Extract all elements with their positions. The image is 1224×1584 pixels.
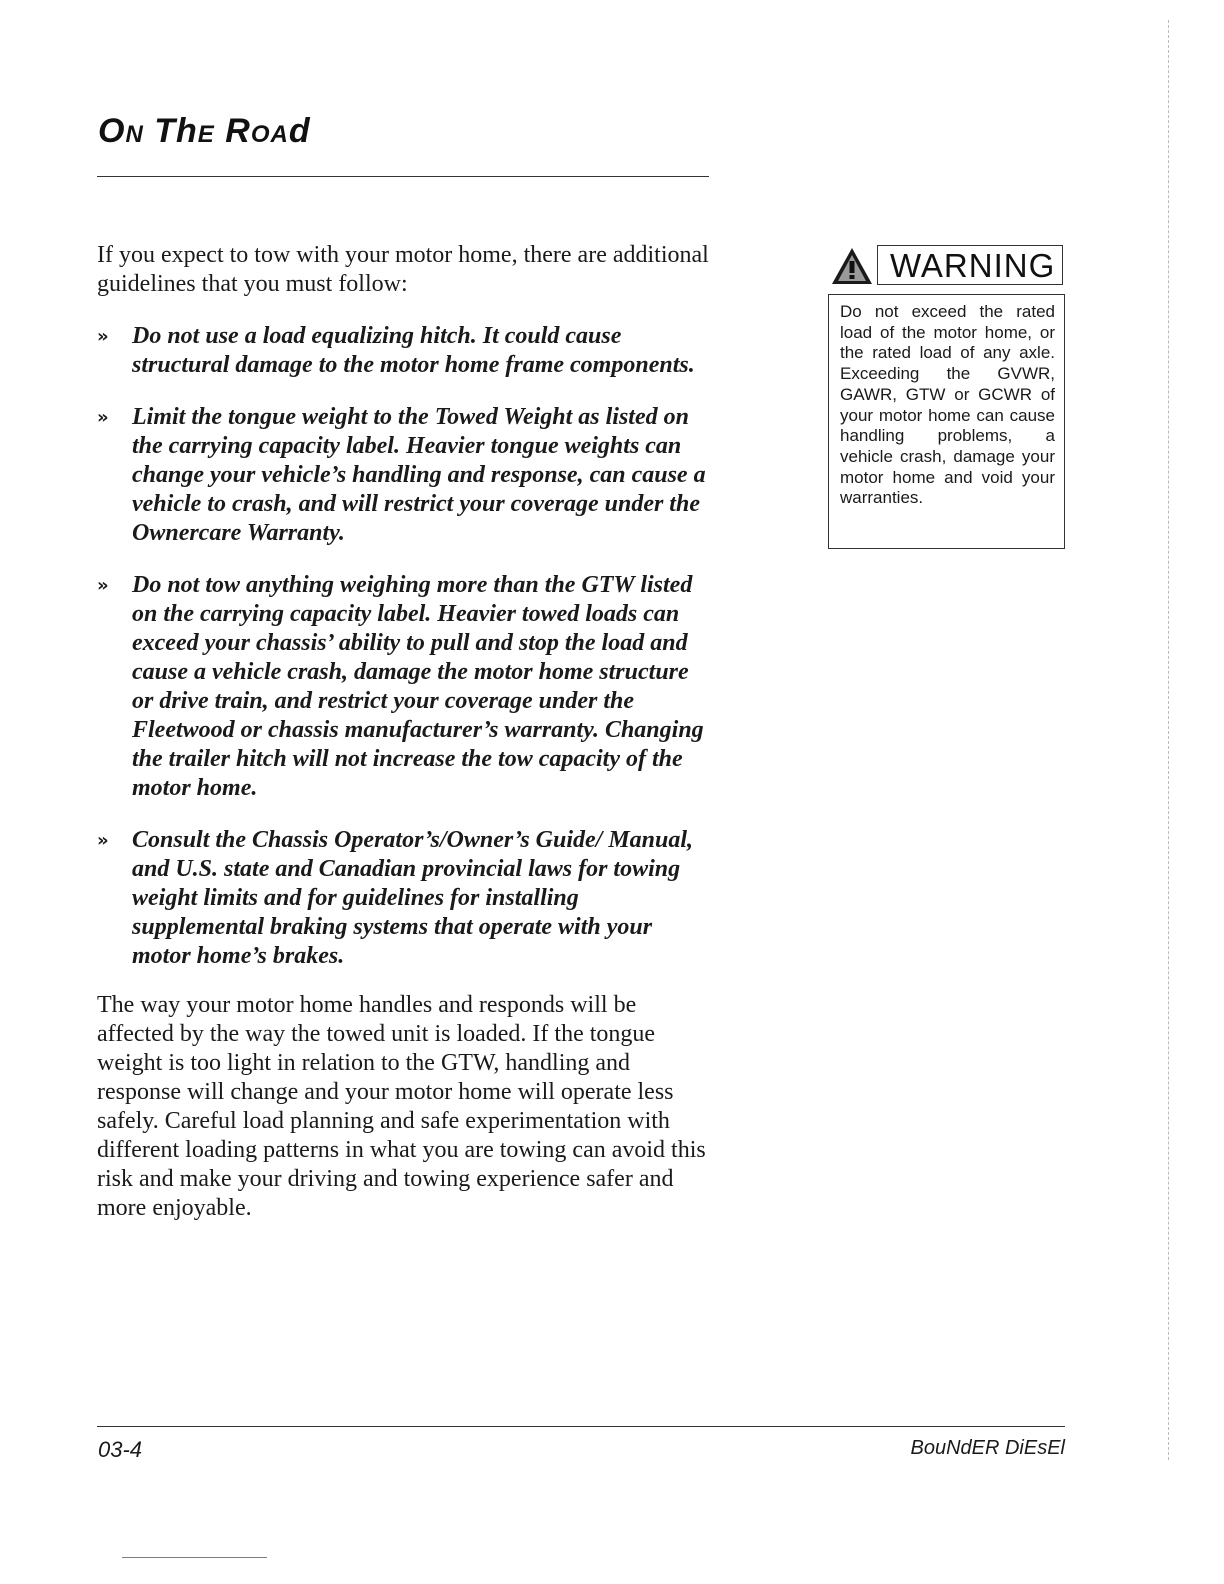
bullet-marker: » [97,407,105,428]
guideline-text: Do not tow anything weighing more than the GTW listed on the carrying capacity label. Heavier towed loads can exceed your chassis’ ability to pull and stop the load and cause a vehicle crash, damage the motor home structure or drive train, and restrict your coverage under the Fleetwood or chassis manufacturer’s warranty. Changing the trailer hitch will not increase the tow capacity of the motor home. [132,572,704,801]
page-edge-artifact [1168,20,1169,1460]
guideline-text: Do not use a load equalizing hitch. It could cause structural damage to the motor home frame components. [132,323,695,378]
guideline-item [97,571,712,803]
title-part: h [176,112,198,150]
guideline-item [97,322,712,380]
title-part: R [214,112,251,150]
bullet-marker: » [97,830,105,851]
guideline-list [97,322,712,971]
scan-mark [122,1557,267,1558]
warning-text: Do not exceed the rated load of the motor home, or the rated load of any axle. Exceeding the GVWR, GAWR, GTW or GCWR of your motor home can cause handling problems, a vehicle crash, damage your motor home and void your warranties. [840,302,1055,508]
bullet-marker: » [97,326,105,347]
closing-paragraph: The way your motor home handles and responds will be affected by the way the towed unit is loaded. If the tongue weight is too light in relation to the GTW, handling and response will change and your motor home will operate less safely. Careful load planning and safe experimentation with different loading patterns in what you are towing can avoid this risk and make your driving and towing experience safer and more enjoyable. [97,992,706,1221]
title-part: d [288,112,311,150]
guideline-text: Consult the Chassis Operator’s/Owner’s Guide/ Manual, and U.S. state and Canadian provincial laws for towing weight limits and for guidelines for installing supplemental braking systems that operate with your motor home’s brakes. [132,827,694,969]
intro-paragraph: If you expect to tow with your motor home, there are additional guidelines that you must follow: [97,242,709,297]
document-title: BouNdER DiEsEl [910,1437,1065,1459]
guideline-item [97,403,712,548]
title-part: E [197,121,215,148]
title-part: O [98,112,126,150]
footer-divider [97,1426,1065,1427]
title-part: OA [250,121,289,148]
guideline-item [97,826,712,971]
page-number: 03-4 [98,1437,143,1462]
title-part: T [143,112,177,150]
warning-triangle-icon [830,246,874,286]
warning-label: WARNING [877,245,1063,285]
warning-header [830,242,1066,290]
title-divider [97,176,709,177]
title-part: N [125,121,144,148]
bullet-marker: » [97,575,105,596]
section-title [98,112,311,151]
guideline-text: Limit the tongue weight to the Towed Weight as listed on the carrying capacity label. Heavier tongue weights can change your vehicle’s handling and response, can cause a vehicle to crash, and will restrict your coverage under the Ownercare Warranty. [132,404,706,546]
